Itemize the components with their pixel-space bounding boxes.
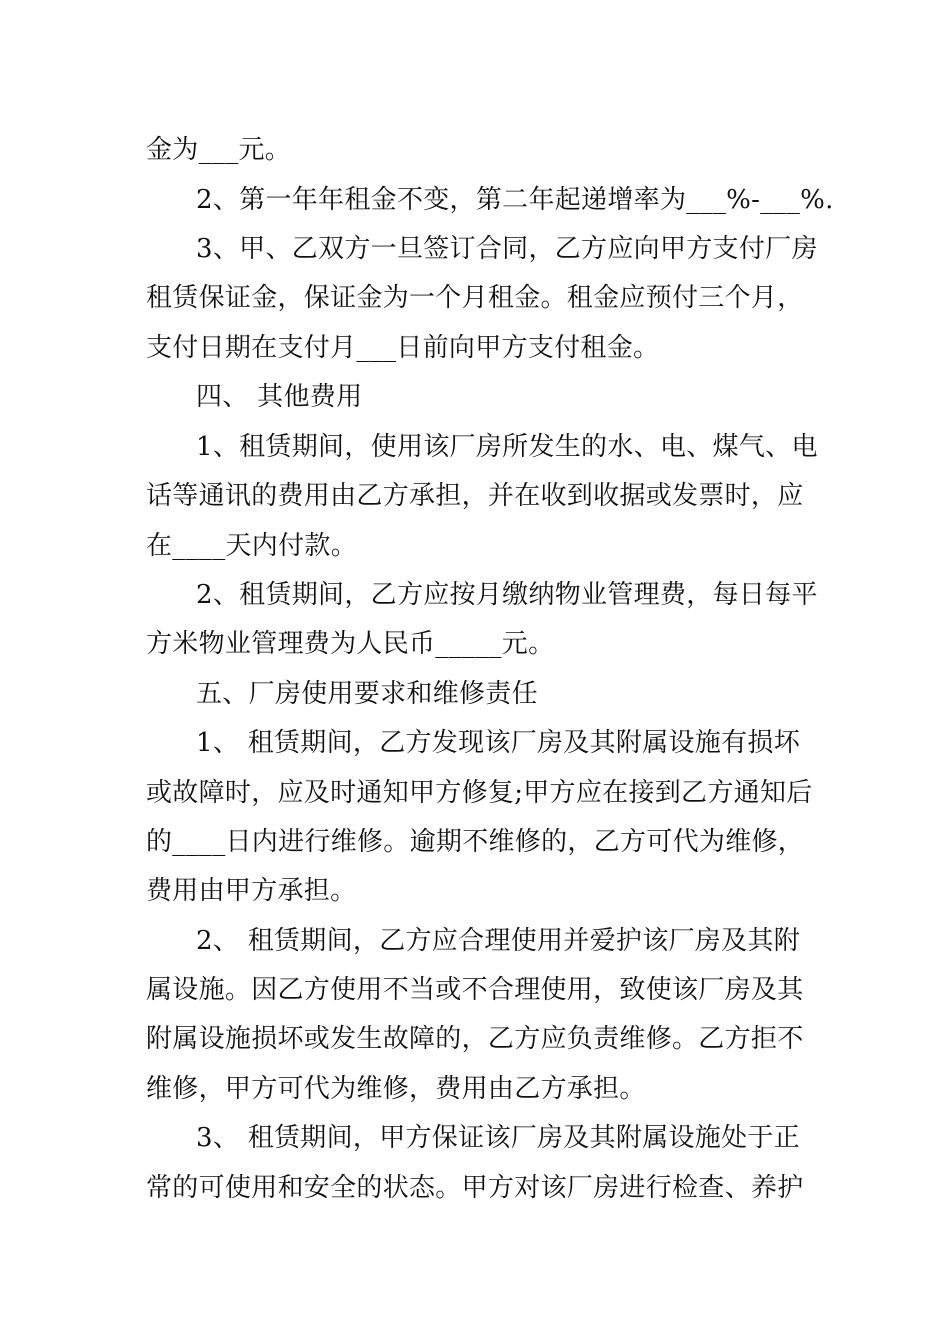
text-line: 或故障时，应及时通知甲方修复;甲方应在接到乙方通知后 <box>146 778 813 808</box>
section-heading: 四、 其他费用 <box>196 382 363 412</box>
text-line: 的____日内进行维修。逾期不维修的，乙方可代为维修， <box>146 827 805 857</box>
text-line: 2、租赁期间，乙方应按月缴纳物业管理费，每日每平 <box>196 580 818 610</box>
text-line: 话等通讯的费用由乙方承担，并在收到收据或发票时，应 <box>146 481 804 511</box>
text-line: 在____天内付款。 <box>146 531 358 561</box>
text-line: 方米物业管理费为人民币_____元。 <box>146 629 555 659</box>
text-line: 1、租赁期间，使用该厂房所发生的水、电、煤气、电 <box>196 432 818 462</box>
text-line: 维修，甲方可代为维修，费用由乙方承担。 <box>146 1074 646 1104</box>
text-line: 常的可使用和安全的状态。甲方对该厂房进行检查、养护 <box>146 1173 804 1203</box>
text-line: 支付日期在支付月___日前向甲方支付租金。 <box>146 333 660 363</box>
text-line: 2、 租赁期间，乙方应合理使用并爱护该厂房及其附 <box>196 926 801 956</box>
text-line: 属设施。因乙方使用不当或不合理使用，致使该厂房及其 <box>146 975 804 1005</box>
text-line: 3、甲、乙双方一旦签订合同，乙方应向甲方支付厂房 <box>196 234 818 264</box>
text-line: 1、 租赁期间，乙方发现该厂房及其附属设施有损坏 <box>196 728 801 758</box>
text-line: 3、 租赁期间，甲方保证该厂房及其附属设施处于正 <box>196 1123 801 1153</box>
text-line: 附属设施损坏或发生故障的，乙方应负责维修。乙方拒不 <box>146 1024 804 1054</box>
text-line: 费用由甲方承担。 <box>146 876 357 906</box>
section-heading: 五、厂房使用要求和维修责任 <box>196 679 538 709</box>
text-line: 租赁保证金，保证金为一个月租金。租金应预付三个月， <box>146 283 804 313</box>
text-line: 金为___元。 <box>146 135 292 165</box>
text-line: 2、第一年年租金不变，第二年起递增率为___%-___%. <box>196 185 834 215</box>
